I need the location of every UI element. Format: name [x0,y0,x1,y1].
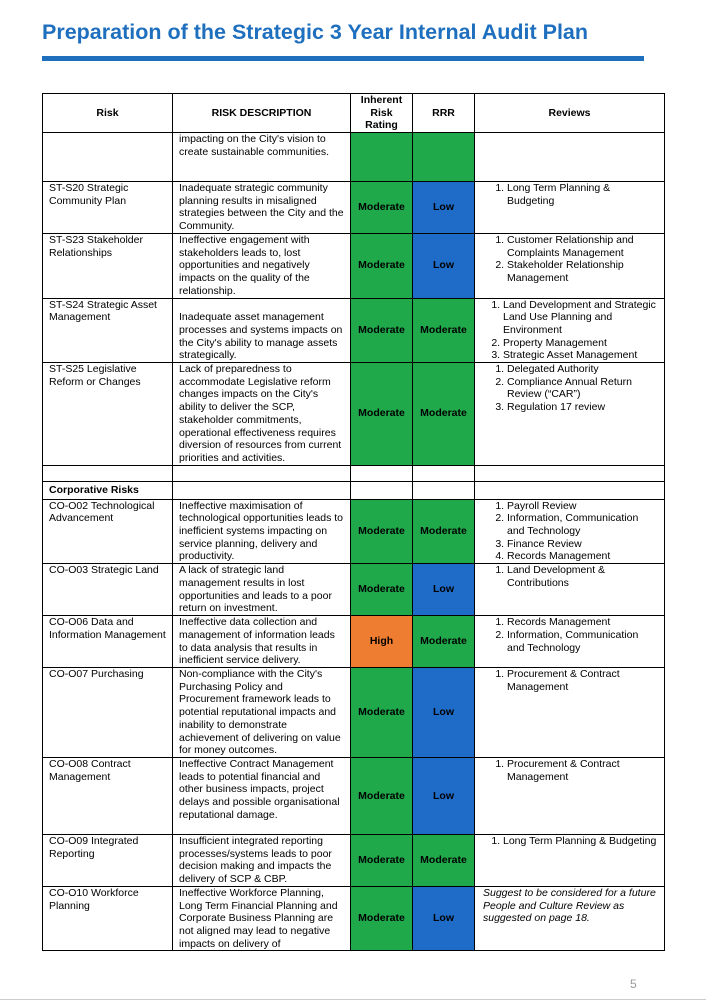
review-item: 1. Land Development & Contributions [507,564,658,589]
review-item: 1. Records Management [507,616,658,629]
risk-description: Ineffective Contract Management leads to potential financial and other business impacts, project delays and possible organisational reputational damage. [173,757,351,834]
rrr-rating: Low [413,182,475,234]
risk-name: ST-S24 Strategic Asset Management [43,298,173,363]
reviews-list [483,758,658,783]
risk-description: Ineffective maximisation of technological opportunities leads to inefficient systems impacting on service planning, delivery and productivity. [173,499,351,564]
risk-name: CO-O09 Integrated Reporting [43,834,173,886]
risk-description: Insufficient integrated reporting processes/systems leads to poor decision making and impacts the delivery of SCP & CBP. [173,834,351,886]
header-risk: Risk [43,94,173,133]
table-row [43,234,665,299]
inherent-rating: Moderate [351,757,413,834]
risk-description: Ineffective Workforce Planning, Long Term Financial Planning and Corporate Business Planning are not aligned may lead to negative impacts on delivery of [173,886,351,951]
risk-name: ST-S25 Legislative Reform or Changes [43,363,173,466]
reviews-cell [475,757,665,834]
header-reviews: Reviews [475,94,665,133]
risk-name: CO-O10 Workforce Planning [43,886,173,951]
reviews-cell [475,363,665,466]
table-row [43,564,665,616]
risk-name: ST-S23 Stakeholder Relationships [43,234,173,299]
risk-description: impacting on the City's vision to create sustainable communities. [173,133,351,182]
table-row [43,363,665,466]
page-number: 5 [630,977,637,991]
risk-description: Inadequate asset management processes and systems impacts on the City's ability to manage assets strategically. [173,298,351,363]
review-item: 4. Records Management [507,550,658,563]
rrr-rating: Low [413,667,475,757]
table-row [43,834,665,886]
header-inherent-risk-rating: Inherent Risk Rating [351,94,413,133]
table-row [43,667,665,757]
review-note: Suggest to be considered for a future People and Culture Review as suggested on page 18. [475,886,665,951]
review-item: 1. Payroll Review [507,500,658,513]
table-row [43,886,665,951]
table-row [43,298,665,363]
review-item: 1. Procurement & Contract Management [507,758,658,783]
inherent-rating: Moderate [351,363,413,466]
risk-name: CO-O08 Contract Management [43,757,173,834]
table-row [43,616,665,668]
table-row [43,182,665,234]
review-item: 3. Strategic Asset Management [503,349,658,362]
review-item: 2. Information, Communication and Technology [507,629,658,654]
risk-description: Lack of preparedness to accommodate Legislative reform changes impacts on the City's ability to deliver the SCP, stakeholder commitments, operational effectiveness requires diversion of resources from current priorities and activities. [173,363,351,466]
section-heading: Corporative Risks [43,481,173,499]
rrr-rating: Moderate [413,363,475,466]
inherent-rating: Moderate [351,298,413,363]
review-item: 3. Regulation 17 review [507,401,658,414]
risk-description: A lack of strategic land management results in lost opportunities and leads to a poor return on investment. [173,564,351,616]
reviews-list [483,299,658,363]
rrr-rating: Low [413,564,475,616]
risk-name: CO-O07 Purchasing [43,667,173,757]
reviews-list [483,182,658,207]
risk-name: CO-O02 Technological Advancement [43,499,173,564]
rrr-rating: Moderate [413,616,475,668]
reviews-list [483,234,658,285]
review-item: 1. Delegated Authority [507,363,658,376]
review-item: 2. Information, Communication and Technology [507,512,658,537]
page-title: Preparation of the Strategic 3 Year Internal Audit Plan [42,20,589,44]
rrr-rating: Moderate [413,834,475,886]
review-item: 2. Compliance Annual Return Review (“CAR”) [507,376,658,401]
review-item: 2. Property Management [503,337,658,350]
audit-plan-table [42,93,665,951]
risk-description: Ineffective engagement with stakeholders leads to, lost opportunities and negatively impacts on the quality of the relationship. [173,234,351,299]
section-row [43,481,665,499]
risk-description: Inadequate strategic community planning results in misaligned strategies between the City and the Community. [173,182,351,234]
rrr-rating: Low [413,234,475,299]
inherent-rating: Moderate [351,564,413,616]
risk-name: CO-O03 Strategic Land [43,564,173,616]
reviews-list [483,363,658,414]
reviews-cell [475,182,665,234]
rrr-rating: Low [413,757,475,834]
review-item: 1. Long Term Planning & Budgeting [507,182,658,207]
header-row [43,94,665,133]
review-item: 1. Customer Relationship and Complaints Management [507,234,658,259]
inherent-rating: Moderate [351,834,413,886]
reviews-cell [475,564,665,616]
reviews-list [483,500,658,564]
risk-description: Non-compliance with the City's Purchasing Policy and Procurement framework leads to potential reputational impacts and inability to demonstrate achievement of delivering on value for money outcomes. [173,667,351,757]
reviews-cell [475,234,665,299]
inherent-rating: Moderate [351,499,413,564]
review-item: 1. Procurement & Contract Management [507,668,658,693]
reviews-list [483,668,658,693]
reviews-cell [475,616,665,668]
rrr-rating: Moderate [413,298,475,363]
review-item: 1. Land Development and Strategic Land Use Planning and Environment [503,299,658,337]
reviews-cell [475,834,665,886]
reviews-list [483,564,658,589]
review-item: 3. Finance Review [507,538,658,551]
inherent-rating: Moderate [351,234,413,299]
inherent-rating: High [351,616,413,668]
reviews-cell [475,667,665,757]
risk-name: ST-S20 Strategic Community Plan [43,182,173,234]
title-underline [42,56,644,61]
rrr-rating: Moderate [413,499,475,564]
footer-divider [0,999,706,1000]
header-description: RISK DESCRIPTION [173,94,351,133]
reviews-cell [475,499,665,564]
risk-description: Ineffective data collection and management of information leads to data analysis that results in inefficient service delivery. [173,616,351,668]
risk-name: CO-O06 Data and Information Management [43,616,173,668]
table-row [43,757,665,834]
spacer-row [43,465,665,481]
header-rrr: RRR [413,94,475,133]
inherent-rating: Moderate [351,182,413,234]
table-row [43,499,665,564]
inherent-rating: Moderate [351,667,413,757]
rrr-rating: Low [413,886,475,951]
inherent-rating: Moderate [351,886,413,951]
reviews-list [483,835,658,848]
review-item: 2. Stakeholder Relationship Management [507,259,658,284]
reviews-list [483,616,658,654]
table-row-continuation [43,133,665,182]
reviews-cell [475,298,665,363]
review-item: 1. Long Term Planning & Budgeting [503,835,658,848]
